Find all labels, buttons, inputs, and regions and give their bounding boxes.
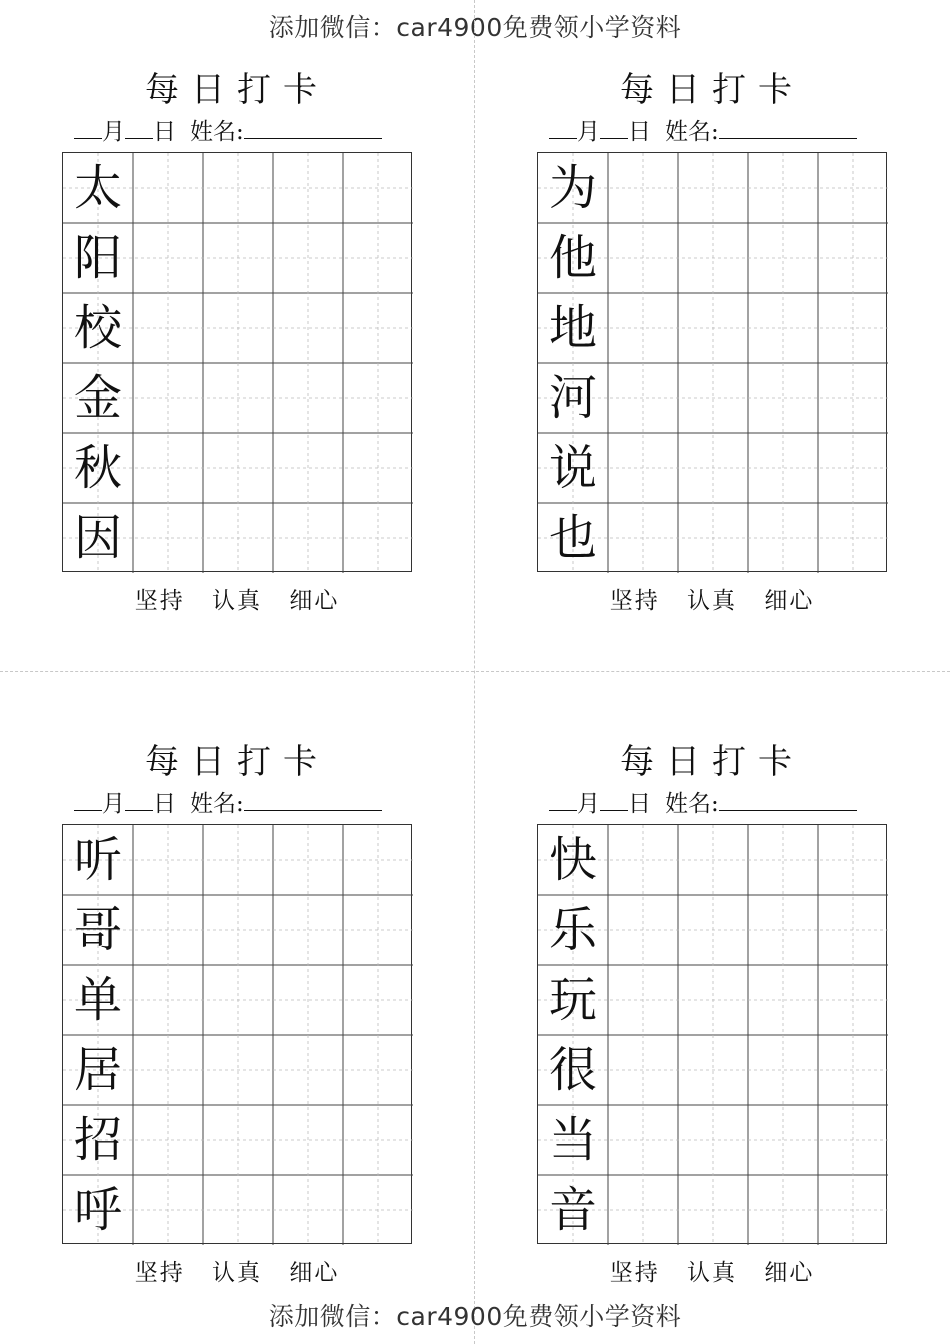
motto — [537, 1254, 887, 1287]
model-character: 乐 — [548, 902, 597, 958]
model-character: 听 — [73, 832, 122, 888]
card-title: 每日打卡 — [145, 742, 329, 782]
name-blank[interactable] — [719, 786, 857, 811]
name-blank[interactable] — [244, 786, 382, 811]
model-character: 地 — [548, 300, 597, 356]
model-character: 说 — [548, 440, 597, 496]
model-character: 河 — [548, 370, 597, 426]
date-name-line — [549, 786, 889, 819]
model-character: 招 — [73, 1112, 122, 1168]
month-label: 月 — [102, 119, 125, 145]
month-blank[interactable] — [74, 786, 102, 811]
motto-word: 坚持 — [609, 1260, 660, 1286]
day-blank[interactable] — [125, 114, 153, 139]
practice-card — [62, 70, 442, 614]
model-character: 也 — [548, 510, 597, 566]
motto — [62, 1254, 412, 1287]
name-label: 姓名: — [190, 119, 244, 145]
date-name-line — [74, 114, 414, 147]
day-label: 日 — [153, 119, 176, 145]
day-blank[interactable] — [600, 786, 628, 811]
card-title: 每日打卡 — [620, 742, 804, 782]
day-blank[interactable] — [125, 786, 153, 811]
day-label: 日 — [628, 119, 651, 145]
card-title: 每日打卡 — [620, 70, 804, 110]
date-name-line — [549, 114, 889, 147]
writing-grid[interactable] — [537, 152, 887, 572]
model-character: 快 — [548, 832, 597, 888]
name-label: 姓名: — [190, 791, 244, 817]
practice-card — [62, 742, 442, 1286]
motto-word: 认真 — [212, 1260, 262, 1286]
model-character: 单 — [73, 972, 122, 1028]
motto-word: 认真 — [687, 588, 737, 614]
model-character: 为 — [548, 160, 597, 216]
practice-card — [537, 70, 917, 614]
motto-word: 细心 — [289, 588, 340, 614]
date-name-line — [74, 786, 414, 819]
day-label: 日 — [628, 791, 651, 817]
top-banner: 添加微信：car4900免费领小学资料 — [268, 13, 682, 42]
model-character: 很 — [548, 1042, 597, 1098]
model-character: 玩 — [548, 972, 597, 1028]
vertical-cut-line — [474, 0, 475, 1344]
name-label: 姓名: — [665, 119, 719, 145]
day-label: 日 — [153, 791, 176, 817]
model-character: 因 — [73, 510, 122, 566]
month-label: 月 — [577, 119, 600, 145]
day-blank[interactable] — [600, 114, 628, 139]
model-character: 当 — [548, 1112, 597, 1168]
motto — [62, 582, 412, 615]
model-character: 哥 — [73, 902, 122, 958]
name-blank[interactable] — [719, 114, 857, 139]
model-character: 他 — [548, 230, 597, 286]
model-character: 阳 — [73, 230, 122, 286]
motto-word: 认真 — [212, 588, 262, 614]
motto-word: 细心 — [289, 1260, 340, 1286]
model-character: 秋 — [73, 440, 122, 496]
motto-word: 坚持 — [134, 1260, 185, 1286]
horizontal-cut-line — [0, 671, 950, 672]
motto-word: 细心 — [764, 588, 815, 614]
writing-grid[interactable] — [62, 824, 412, 1244]
model-character: 居 — [73, 1042, 122, 1098]
motto-word: 细心 — [764, 1260, 815, 1286]
name-blank[interactable] — [244, 114, 382, 139]
month-blank[interactable] — [74, 114, 102, 139]
model-character: 太 — [73, 160, 122, 216]
month-blank[interactable] — [549, 114, 577, 139]
bottom-banner: 添加微信：car4900免费领小学资料 — [268, 1302, 682, 1331]
model-character: 校 — [73, 300, 122, 356]
writing-grid[interactable] — [537, 824, 887, 1244]
month-label: 月 — [577, 791, 600, 817]
month-label: 月 — [102, 791, 125, 817]
model-character: 金 — [73, 370, 122, 426]
model-character: 呼 — [73, 1182, 122, 1238]
motto-word: 认真 — [687, 1260, 737, 1286]
name-label: 姓名: — [665, 791, 719, 817]
motto-word: 坚持 — [609, 588, 660, 614]
motto — [537, 582, 887, 615]
model-character: 音 — [548, 1182, 597, 1238]
writing-grid[interactable] — [62, 152, 412, 572]
motto-word: 坚持 — [134, 588, 185, 614]
month-blank[interactable] — [549, 786, 577, 811]
card-title: 每日打卡 — [145, 70, 329, 110]
practice-card — [537, 742, 917, 1286]
